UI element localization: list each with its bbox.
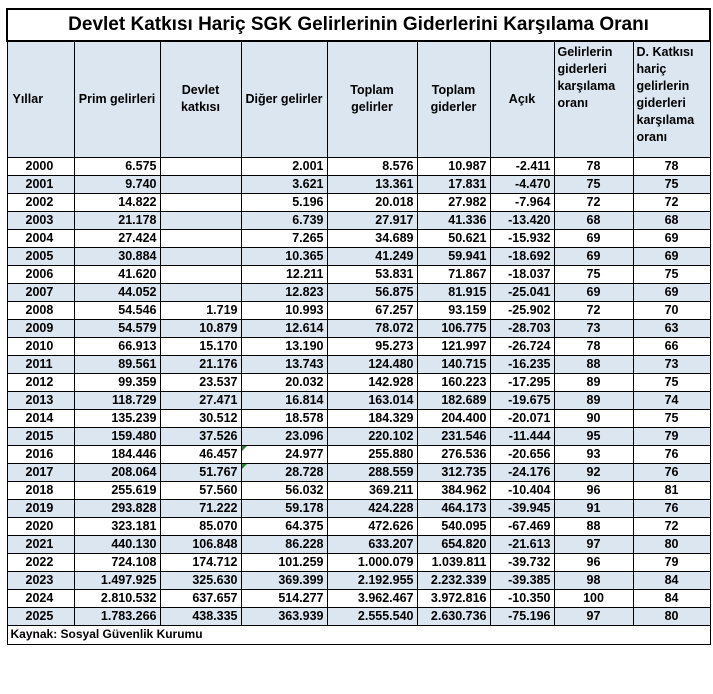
cell-year: 2013 (7, 391, 74, 409)
cell-premium-income: 1.497.925 (74, 571, 160, 589)
cell-deficit: -39.945 (490, 499, 554, 517)
cell-total-expenses: 1.039.811 (417, 553, 490, 571)
cell-state-contribution: 37.526 (160, 427, 241, 445)
cell-other-income: 369.399 (241, 571, 327, 589)
cell-premium-income: 99.359 (74, 373, 160, 391)
cell-state-contribution: 15.170 (160, 337, 241, 355)
cell-total-income: 56.875 (327, 283, 417, 301)
cell-deficit: -4.470 (490, 175, 554, 193)
cell-premium-income: 135.239 (74, 409, 160, 427)
cell-deficit: -16.235 (490, 355, 554, 373)
cell-year: 2016 (7, 445, 74, 463)
cell-deficit: -15.932 (490, 229, 554, 247)
cell-other-income: 101.259 (241, 553, 327, 571)
cell-total-income: 633.207 (327, 535, 417, 553)
cell-premium-income: 184.446 (74, 445, 160, 463)
cell-coverage-ratio: 93 (554, 445, 633, 463)
cell-year: 2022 (7, 553, 74, 571)
table-row (7, 535, 710, 553)
cell-total-expenses: 106.775 (417, 319, 490, 337)
cell-premium-income: 14.822 (74, 193, 160, 211)
cell-coverage-ratio: 90 (554, 409, 633, 427)
cell-coverage-ratio-excl-state: 63 (633, 319, 710, 337)
cell-year: 2005 (7, 247, 74, 265)
cell-coverage-ratio: 78 (554, 337, 633, 355)
table-row (7, 247, 710, 265)
cell-coverage-ratio: 89 (554, 373, 633, 391)
cell-deficit: -2.411 (490, 157, 554, 175)
cell-coverage-ratio: 73 (554, 319, 633, 337)
cell-coverage-ratio: 96 (554, 553, 633, 571)
cell-coverage-ratio: 69 (554, 229, 633, 247)
cell-state-contribution (160, 211, 241, 229)
cell-premium-income: 1.783.266 (74, 607, 160, 625)
cell-coverage-ratio-excl-state: 69 (633, 283, 710, 301)
cell-year: 2003 (7, 211, 74, 229)
cell-total-expenses: 50.621 (417, 229, 490, 247)
cell-year: 2019 (7, 499, 74, 517)
cell-coverage-ratio-excl-state: 84 (633, 589, 710, 607)
cell-other-income: 12.614 (241, 319, 327, 337)
cell-year: 2024 (7, 589, 74, 607)
cell-total-expenses: 2.232.339 (417, 571, 490, 589)
cell-total-income: 8.576 (327, 157, 417, 175)
header-total-expenses: Toplam giderler (417, 41, 490, 157)
cell-coverage-ratio: 97 (554, 535, 633, 553)
cell-state-contribution: 106.848 (160, 535, 241, 553)
cell-coverage-ratio: 69 (554, 247, 633, 265)
cell-year: 2017 (7, 463, 74, 481)
cell-total-income: 124.480 (327, 355, 417, 373)
cell-deficit: -21.613 (490, 535, 554, 553)
cell-deficit: -10.350 (490, 589, 554, 607)
table-row (7, 157, 710, 175)
cell-total-expenses: 81.915 (417, 283, 490, 301)
table-row (7, 589, 710, 607)
cell-year: 2015 (7, 427, 74, 445)
cell-coverage-ratio-excl-state: 76 (633, 445, 710, 463)
cell-other-income: 24.977 (241, 445, 327, 463)
cell-coverage-ratio-excl-state: 72 (633, 193, 710, 211)
table-row (7, 571, 710, 589)
cell-total-income: 472.626 (327, 517, 417, 535)
cell-coverage-ratio: 96 (554, 481, 633, 499)
cell-total-income: 142.928 (327, 373, 417, 391)
cell-total-expenses: 71.867 (417, 265, 490, 283)
cell-total-income: 184.329 (327, 409, 417, 427)
cell-coverage-ratio-excl-state: 76 (633, 463, 710, 481)
cell-total-expenses: 3.972.816 (417, 589, 490, 607)
cell-total-income: 41.249 (327, 247, 417, 265)
cell-total-expenses: 59.941 (417, 247, 490, 265)
cell-other-income: 13.743 (241, 355, 327, 373)
cell-premium-income: 724.108 (74, 553, 160, 571)
cell-year: 2012 (7, 373, 74, 391)
cell-other-income: 363.939 (241, 607, 327, 625)
cell-total-income: 369.211 (327, 481, 417, 499)
cell-coverage-ratio: 75 (554, 265, 633, 283)
cell-year: 2011 (7, 355, 74, 373)
cell-coverage-ratio-excl-state: 79 (633, 553, 710, 571)
cell-total-income: 2.555.540 (327, 607, 417, 625)
cell-total-income: 220.102 (327, 427, 417, 445)
cell-coverage-ratio-excl-state: 84 (633, 571, 710, 589)
cell-deficit: -18.692 (490, 247, 554, 265)
table-title: Devlet Katkısı Hariç SGK Gelirlerinin Giderlerini Karşılama Oranı (7, 9, 710, 41)
cell-state-contribution: 85.070 (160, 517, 241, 535)
cell-premium-income: 44.052 (74, 283, 160, 301)
cell-total-income: 1.000.079 (327, 553, 417, 571)
cell-state-contribution: 438.335 (160, 607, 241, 625)
cell-other-income: 56.032 (241, 481, 327, 499)
cell-deficit: -39.732 (490, 553, 554, 571)
cell-total-income: 34.689 (327, 229, 417, 247)
cell-total-income: 163.014 (327, 391, 417, 409)
table-row (7, 301, 710, 319)
cell-total-expenses: 10.987 (417, 157, 490, 175)
cell-deficit: -75.196 (490, 607, 554, 625)
cell-state-contribution: 23.537 (160, 373, 241, 391)
cell-coverage-ratio-excl-state: 75 (633, 175, 710, 193)
cell-premium-income: 255.619 (74, 481, 160, 499)
cell-state-contribution: 1.719 (160, 301, 241, 319)
cell-coverage-ratio-excl-state: 79 (633, 427, 710, 445)
cell-coverage-ratio: 97 (554, 607, 633, 625)
cell-coverage-ratio-excl-state: 75 (633, 373, 710, 391)
cell-total-income: 13.361 (327, 175, 417, 193)
cell-coverage-ratio-excl-state: 75 (633, 409, 710, 427)
cell-total-income: 78.072 (327, 319, 417, 337)
header-total-income: Toplam gelirler (327, 41, 417, 157)
cell-other-income: 10.365 (241, 247, 327, 265)
cell-total-income: 288.559 (327, 463, 417, 481)
header-coverage-ratio-excl-state: D. Katkısı hariç gelirlerin giderleri karşılama oranı (633, 41, 710, 157)
table-row (7, 391, 710, 409)
cell-state-contribution: 325.630 (160, 571, 241, 589)
cell-year: 2000 (7, 157, 74, 175)
cell-year: 2007 (7, 283, 74, 301)
cell-year: 2009 (7, 319, 74, 337)
cell-other-income: 64.375 (241, 517, 327, 535)
cell-total-expenses: 2.630.736 (417, 607, 490, 625)
cell-coverage-ratio: 100 (554, 589, 633, 607)
cell-deficit: -20.656 (490, 445, 554, 463)
cell-other-income: 12.211 (241, 265, 327, 283)
table-row (7, 463, 710, 481)
cell-state-contribution: 30.512 (160, 409, 241, 427)
table-row (7, 553, 710, 571)
cell-total-expenses: 17.831 (417, 175, 490, 193)
cell-total-income: 2.192.955 (327, 571, 417, 589)
cell-coverage-ratio: 72 (554, 301, 633, 319)
cell-other-income: 2.001 (241, 157, 327, 175)
cell-premium-income: 89.561 (74, 355, 160, 373)
cell-state-contribution: 46.457 (160, 445, 241, 463)
cell-year: 2004 (7, 229, 74, 247)
cell-premium-income: 6.575 (74, 157, 160, 175)
cell-year: 2008 (7, 301, 74, 319)
cell-year: 2023 (7, 571, 74, 589)
cell-total-expenses: 121.997 (417, 337, 490, 355)
cell-total-income: 424.228 (327, 499, 417, 517)
cell-year: 2010 (7, 337, 74, 355)
cell-state-contribution (160, 193, 241, 211)
cell-premium-income: 27.424 (74, 229, 160, 247)
cell-deficit: -13.420 (490, 211, 554, 229)
cell-coverage-ratio: 91 (554, 499, 633, 517)
cell-coverage-ratio-excl-state: 69 (633, 229, 710, 247)
cell-year: 2001 (7, 175, 74, 193)
cell-premium-income: 54.546 (74, 301, 160, 319)
table-row (7, 517, 710, 535)
table-row (7, 445, 710, 463)
cell-premium-income: 159.480 (74, 427, 160, 445)
cell-premium-income: 66.913 (74, 337, 160, 355)
cell-other-income: 16.814 (241, 391, 327, 409)
cell-premium-income: 323.181 (74, 517, 160, 535)
cell-total-expenses: 231.546 (417, 427, 490, 445)
cell-year: 2025 (7, 607, 74, 625)
cell-premium-income: 9.740 (74, 175, 160, 193)
cell-premium-income: 293.828 (74, 499, 160, 517)
cell-deficit: -19.675 (490, 391, 554, 409)
cell-other-income: 3.621 (241, 175, 327, 193)
table-row (7, 427, 710, 445)
cell-total-expenses: 140.715 (417, 355, 490, 373)
cell-coverage-ratio: 89 (554, 391, 633, 409)
cell-total-expenses: 204.400 (417, 409, 490, 427)
cell-total-expenses: 27.982 (417, 193, 490, 211)
cell-deficit: -11.444 (490, 427, 554, 445)
cell-year: 2014 (7, 409, 74, 427)
cell-total-expenses: 276.536 (417, 445, 490, 463)
header-coverage-ratio: Gelirlerin giderleri karşılama oranı (554, 41, 633, 157)
header-state-contribution: Devlet katkısı (160, 41, 241, 157)
cell-coverage-ratio-excl-state: 81 (633, 481, 710, 499)
cell-deficit: -7.964 (490, 193, 554, 211)
table-row (7, 265, 710, 283)
cell-total-income: 95.273 (327, 337, 417, 355)
table-row (7, 373, 710, 391)
table-row (7, 175, 710, 193)
cell-other-income: 6.739 (241, 211, 327, 229)
cell-year: 2021 (7, 535, 74, 553)
cell-premium-income: 2.810.532 (74, 589, 160, 607)
cell-total-income: 255.880 (327, 445, 417, 463)
cell-premium-income: 54.579 (74, 319, 160, 337)
cell-total-expenses: 312.735 (417, 463, 490, 481)
cell-state-contribution: 637.657 (160, 589, 241, 607)
cell-coverage-ratio: 88 (554, 517, 633, 535)
source-note: Kaynak: Sosyal Güvenlik Kurumu (7, 625, 710, 644)
cell-deficit: -26.724 (490, 337, 554, 355)
cell-state-contribution: 71.222 (160, 499, 241, 517)
cell-deficit: -28.703 (490, 319, 554, 337)
table-row (7, 409, 710, 427)
cell-coverage-ratio: 98 (554, 571, 633, 589)
cell-premium-income: 41.620 (74, 265, 160, 283)
table-row (7, 319, 710, 337)
header-years: Yıllar (7, 41, 74, 157)
cell-coverage-ratio: 69 (554, 283, 633, 301)
cell-coverage-ratio-excl-state: 75 (633, 265, 710, 283)
cell-coverage-ratio: 92 (554, 463, 633, 481)
cell-deficit: -25.902 (490, 301, 554, 319)
cell-total-expenses: 93.159 (417, 301, 490, 319)
cell-state-contribution: 10.879 (160, 319, 241, 337)
cell-deficit: -18.037 (490, 265, 554, 283)
cell-premium-income: 118.729 (74, 391, 160, 409)
cell-state-contribution: 174.712 (160, 553, 241, 571)
cell-coverage-ratio-excl-state: 74 (633, 391, 710, 409)
cell-premium-income: 30.884 (74, 247, 160, 265)
cell-coverage-ratio: 78 (554, 157, 633, 175)
cell-state-contribution (160, 247, 241, 265)
table-row (7, 193, 710, 211)
cell-premium-income: 21.178 (74, 211, 160, 229)
cell-total-expenses: 160.223 (417, 373, 490, 391)
cell-total-expenses: 41.336 (417, 211, 490, 229)
cell-other-income: 514.277 (241, 589, 327, 607)
cell-other-income: 86.228 (241, 535, 327, 553)
cell-deficit: -20.071 (490, 409, 554, 427)
cell-coverage-ratio-excl-state: 80 (633, 535, 710, 553)
cell-year: 2006 (7, 265, 74, 283)
cell-total-income: 53.831 (327, 265, 417, 283)
cell-premium-income: 208.064 (74, 463, 160, 481)
cell-coverage-ratio: 72 (554, 193, 633, 211)
cell-other-income: 18.578 (241, 409, 327, 427)
cell-premium-income: 440.130 (74, 535, 160, 553)
cell-coverage-ratio-excl-state: 78 (633, 157, 710, 175)
cell-deficit: -10.404 (490, 481, 554, 499)
cell-coverage-ratio-excl-state: 72 (633, 517, 710, 535)
cell-state-contribution (160, 229, 241, 247)
cell-total-income: 20.018 (327, 193, 417, 211)
cell-total-expenses: 384.962 (417, 481, 490, 499)
data-table-sheet (6, 8, 709, 645)
header-deficit: Açık (490, 41, 554, 157)
cell-deficit: -39.385 (490, 571, 554, 589)
cell-year: 2018 (7, 481, 74, 499)
cell-year: 2002 (7, 193, 74, 211)
cell-state-contribution (160, 283, 241, 301)
table-row (7, 499, 710, 517)
sgk-table (6, 8, 711, 645)
cell-total-expenses: 540.095 (417, 517, 490, 535)
cell-deficit: -67.469 (490, 517, 554, 535)
cell-coverage-ratio: 88 (554, 355, 633, 373)
cell-other-income: 13.190 (241, 337, 327, 355)
cell-state-contribution (160, 265, 241, 283)
cell-coverage-ratio-excl-state: 69 (633, 247, 710, 265)
cell-coverage-ratio-excl-state: 80 (633, 607, 710, 625)
table-row (7, 607, 710, 625)
cell-deficit: -17.295 (490, 373, 554, 391)
cell-total-expenses: 182.689 (417, 391, 490, 409)
cell-total-income: 3.962.467 (327, 589, 417, 607)
cell-state-contribution (160, 157, 241, 175)
cell-year: 2020 (7, 517, 74, 535)
cell-coverage-ratio: 68 (554, 211, 633, 229)
cell-deficit: -24.176 (490, 463, 554, 481)
cell-deficit: -25.041 (490, 283, 554, 301)
cell-coverage-ratio-excl-state: 73 (633, 355, 710, 373)
cell-total-expenses: 464.173 (417, 499, 490, 517)
cell-other-income: 20.032 (241, 373, 327, 391)
table-row (7, 337, 710, 355)
cell-coverage-ratio-excl-state: 66 (633, 337, 710, 355)
cell-coverage-ratio-excl-state: 76 (633, 499, 710, 517)
cell-state-contribution: 51.767 (160, 463, 241, 481)
table-row (7, 481, 710, 499)
cell-other-income: 23.096 (241, 427, 327, 445)
table-row (7, 283, 710, 301)
cell-coverage-ratio-excl-state: 70 (633, 301, 710, 319)
cell-coverage-ratio: 75 (554, 175, 633, 193)
table-row (7, 355, 710, 373)
cell-other-income: 5.196 (241, 193, 327, 211)
cell-other-income: 7.265 (241, 229, 327, 247)
cell-state-contribution: 27.471 (160, 391, 241, 409)
table-row (7, 211, 710, 229)
cell-total-expenses: 654.820 (417, 535, 490, 553)
cell-state-contribution (160, 175, 241, 193)
cell-total-income: 27.917 (327, 211, 417, 229)
cell-state-contribution: 57.560 (160, 481, 241, 499)
header-row (7, 41, 710, 157)
cell-coverage-ratio: 95 (554, 427, 633, 445)
header-premium-income: Prim gelirleri (74, 41, 160, 157)
table-row (7, 229, 710, 247)
cell-total-income: 67.257 (327, 301, 417, 319)
cell-other-income: 12.823 (241, 283, 327, 301)
header-other-income: Diğer gelirler (241, 41, 327, 157)
cell-other-income: 59.178 (241, 499, 327, 517)
cell-other-income: 10.993 (241, 301, 327, 319)
cell-state-contribution: 21.176 (160, 355, 241, 373)
cell-other-income: 28.728 (241, 463, 327, 481)
cell-coverage-ratio-excl-state: 68 (633, 211, 710, 229)
